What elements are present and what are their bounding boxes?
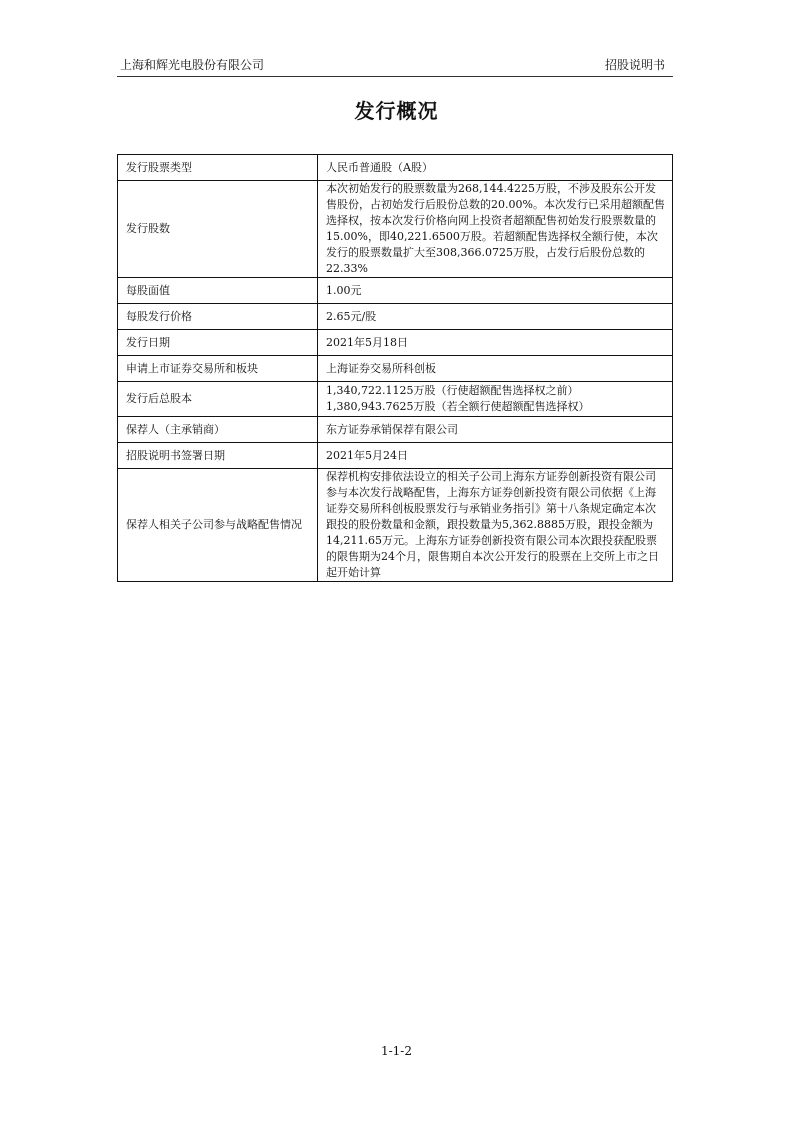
row-value: 人民币普通股（A股） — [318, 155, 673, 181]
row-label: 发行日期 — [118, 330, 318, 356]
company-name: 上海和辉光电股份有限公司 — [120, 58, 265, 72]
row-value: 2021年5月24日 — [318, 443, 673, 469]
row-label: 发行股数 — [118, 181, 318, 278]
row-label: 每股发行价格 — [118, 304, 318, 330]
row-label: 保荐人（主承销商） — [118, 417, 318, 443]
row-value: 1.00元 — [318, 278, 673, 304]
table-row — [118, 417, 673, 443]
table-row — [118, 304, 673, 330]
capital-after-option: 1,380,943.7625万股（若全额行使超额配售选择权） — [326, 400, 590, 413]
row-label: 发行后总股本 — [118, 382, 318, 417]
document-type: 招股说明书 — [604, 58, 665, 72]
page-title: 发行概况 — [354, 99, 439, 123]
table-row — [118, 443, 673, 469]
table-row — [118, 181, 673, 278]
table-row — [118, 330, 673, 356]
table-row — [118, 155, 673, 181]
row-label: 申请上市证券交易所和板块 — [118, 356, 318, 382]
row-value: 2.65元/股 — [318, 304, 673, 330]
row-label: 每股面值 — [118, 278, 318, 304]
row-value — [318, 382, 673, 417]
capital-before-option: 1,340,722.1125万股（行使超额配售选择权之前） — [326, 384, 579, 397]
table-row — [118, 278, 673, 304]
row-value: 本次初始发行的股票数量为268,144.4225万股，不涉及股东公开发售股份，占初始发行后股份总数的20.00%。本次发行已采用超额配售选择权，按本次发行价格向网上投资者超额配售初始发行股票数量的15.00%，即40,221.6500万股。若超额配售选择权全额行使，本次发行的股票数量扩大至308,366.0725万股，占发行后股份总数的22.33% — [318, 181, 673, 278]
row-label: 保荐人相关子公司参与战略配售情况 — [118, 469, 318, 582]
issuance-overview-table — [117, 154, 673, 582]
table-row — [118, 469, 673, 582]
page-header — [117, 56, 673, 77]
table-row — [118, 356, 673, 382]
row-value: 上海证券交易所科创板 — [318, 356, 673, 382]
table-row — [118, 382, 673, 417]
row-value: 保荐机构安排依法设立的相关子公司上海东方证券创新投资有限公司参与本次发行战略配售，上海东方证券创新投资有限公司依据《上海证券交易所科创板股票发行与承销业务指引》第十八条规定确定本次跟投的股份数量和金额，跟投数量为5,362.8885万股，跟投金额为14,211.65万元。上海东方证券创新投资有限公司本次跟投获配股票的限售期为24个月，限售期自本次公开发行的股票在上交所上市之日起开始计算 — [318, 469, 673, 582]
page-number: 1-1-2 — [380, 1044, 412, 1058]
row-value: 东方证券承销保荐有限公司 — [318, 417, 673, 443]
row-value: 2021年5月18日 — [318, 330, 673, 356]
row-label: 发行股票类型 — [118, 155, 318, 181]
row-label: 招股说明书签署日期 — [118, 443, 318, 469]
